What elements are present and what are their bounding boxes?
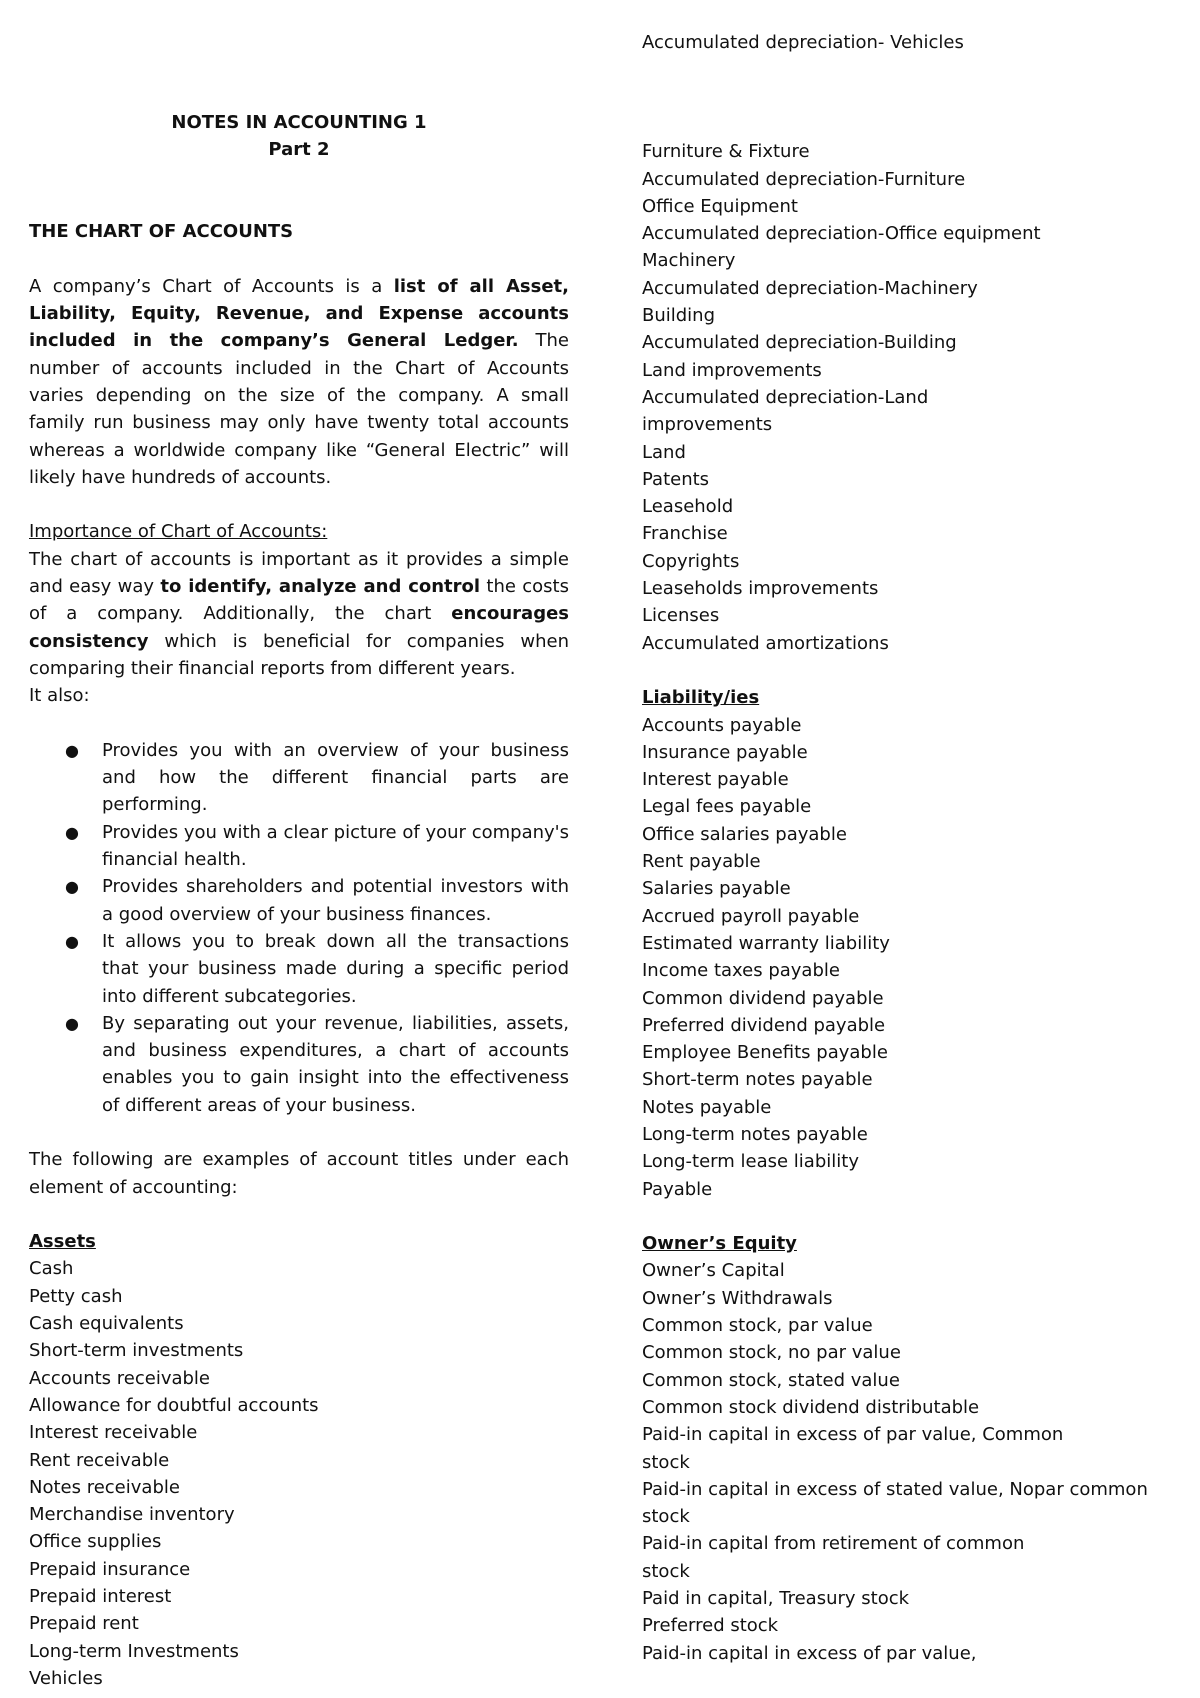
equity-list <box>642 1257 1182 1666</box>
list-item: Building <box>642 305 716 327</box>
list-item: Accumulated depreciation-Building <box>642 332 957 354</box>
intro-paragraph: A company’s Chart of Accounts is a list of all Asset, Liability, Equity, Revenue, and Expense accounts included in the company’s General Ledger. The number of accounts included in the Chart of Accounts varies depending on the size of the company. A small family run business may only have twenty total accounts whereas a worldwide company like “General Electric” will likely have hundreds of accounts. <box>29 275 569 488</box>
list-item: Office Equipment <box>642 195 798 217</box>
list-item: Prepaid interest <box>29 1586 172 1608</box>
list-item: Office salaries payable <box>642 823 847 845</box>
list-item: Short-term investments <box>29 1340 244 1362</box>
list-item: ● It allows you to break down all the transactions that your business made during a specific period into different subcategories. <box>29 928 569 1010</box>
list-item: Common stock, par value <box>642 1315 873 1337</box>
bullet-icon: ● <box>65 740 79 760</box>
list-item: Franchise <box>642 523 728 545</box>
list-item: stock <box>642 1506 690 1528</box>
list-item: Long-term notes payable <box>642 1123 868 1145</box>
list-item: ● Provides you with a clear picture of your company's financial health. <box>29 819 569 874</box>
list-item: Machinery <box>642 250 736 272</box>
list-item: Petty cash <box>29 1285 123 1307</box>
list-item: stock <box>642 1560 690 1582</box>
list-item: Employee Benefits payable <box>642 1042 888 1064</box>
list-item: Long-term Investments <box>29 1640 239 1662</box>
list-item: Preferred dividend payable <box>642 1014 886 1036</box>
list-item: Income taxes payable <box>642 960 840 982</box>
list-item: Paid-in capital in excess of par value, <box>642 1642 977 1664</box>
list-item: Accounts payable <box>642 714 802 736</box>
right-column <box>642 0 1182 1667</box>
importance-heading: Importance of Chart of Accounts: <box>29 521 328 543</box>
list-item: Licenses <box>642 605 720 627</box>
list-item: Payable <box>642 1178 713 1200</box>
list-item: Accounts receivable <box>29 1367 211 1389</box>
list-item: Paid-in capital in excess of par value, Common <box>642 1424 1064 1446</box>
section-heading: THE CHART OF ACCOUNTS <box>29 221 294 243</box>
bullet-icon: ● <box>65 822 79 842</box>
list-item: Long-term lease liability <box>642 1151 859 1173</box>
list-item: Allowance for doubtful accounts <box>29 1394 319 1416</box>
list-item: Vehicles <box>29 1667 103 1689</box>
list-item: Cash equivalents <box>29 1313 184 1335</box>
list-item: Leaseholds improvements <box>642 578 879 600</box>
list-item: improvements <box>642 414 773 436</box>
list-item: ● Provides shareholders and potential investors with a good overview of your business finances. <box>29 873 569 928</box>
list-item: Estimated warranty liability <box>642 932 890 954</box>
it-also-label: It also: <box>29 685 90 707</box>
list-item: Legal fees payable <box>642 796 812 818</box>
liabilities-heading: Liability/ies <box>642 687 760 709</box>
list-item: Rent receivable <box>29 1449 170 1471</box>
list-item: Common stock, no par value <box>642 1342 901 1364</box>
list-item: Prepaid insurance <box>29 1558 191 1580</box>
list-item: Accumulated amortizations <box>642 632 889 654</box>
list-item: Interest payable <box>642 769 789 791</box>
importance-paragraph: The chart of accounts is important as it provides a simple and easy way to identify, analyze and control the costs of a company. Additionally, the chart encourages consistency which is beneficial for companies when comparing their financial reports from different years. <box>29 548 569 679</box>
list-item: Common stock dividend distributable <box>642 1396 980 1418</box>
list-item: Rent payable <box>642 851 761 873</box>
list-item: Cash <box>29 1258 74 1280</box>
list-item: Copyrights <box>642 550 740 572</box>
list-item: Accumulated depreciation-Machinery <box>642 277 978 299</box>
list-item: Common stock, stated value <box>642 1369 900 1391</box>
list-item: Leasehold <box>642 496 734 518</box>
list-item: Paid-in capital in excess of stated value, Nopar common <box>642 1478 1148 1500</box>
list-item: Owner’s Withdrawals <box>642 1287 833 1309</box>
liabilities-list <box>642 712 1182 1203</box>
list-item: Interest receivable <box>29 1422 198 1444</box>
list-item: Merchandise inventory <box>29 1504 235 1526</box>
list-item: Insurance payable <box>642 741 808 763</box>
bullet-icon: ● <box>65 931 79 951</box>
list-item: Accumulated depreciation- Vehicles <box>642 32 964 53</box>
list-item: Accrued payroll payable <box>642 905 860 927</box>
list-item: Owner’s Capital <box>642 1260 785 1282</box>
list-item: Land improvements <box>642 359 822 381</box>
list-item: Accumulated depreciation-Furniture <box>642 168 966 190</box>
left-column <box>29 0 569 1692</box>
assets-list-continued <box>642 138 1182 657</box>
list-item: ● Provides you with an overview of your business and how the different financial parts are performing. <box>29 737 569 819</box>
list-item: Patents <box>642 468 710 490</box>
examples-intro: The following are examples of account titles under each element of accounting: <box>29 1149 569 1198</box>
list-item: ● By separating out your revenue, liabilities, assets, and business expenditures, a chart of accounts enables you to gain insight into the effectiveness of different areas of your business. <box>29 1010 569 1119</box>
list-item: Preferred stock <box>642 1615 779 1637</box>
list-item: Land <box>642 441 686 463</box>
page-title: NOTES IN ACCOUNTING 1 <box>171 112 427 133</box>
equity-heading: Owner’s Equity <box>642 1233 797 1255</box>
assets-heading: Assets <box>29 1231 96 1253</box>
list-item: Common dividend payable <box>642 987 884 1009</box>
assets-list <box>29 1255 569 1692</box>
benefits-list <box>29 737 569 1119</box>
list-item: Short-term notes payable <box>642 1069 873 1091</box>
bullet-icon: ● <box>65 877 79 897</box>
bullet-icon: ● <box>65 1013 79 1033</box>
list-item: Paid-in capital from retirement of common <box>642 1533 1025 1555</box>
page-subtitle: Part 2 <box>268 139 330 161</box>
list-item: Notes payable <box>642 1096 772 1118</box>
list-item: Salaries payable <box>642 878 791 900</box>
list-item: stock <box>642 1451 690 1473</box>
list-item: Prepaid rent <box>29 1613 139 1635</box>
list-item: Notes receivable <box>29 1476 180 1498</box>
list-item: Office supplies <box>29 1531 162 1553</box>
list-item: Accumulated depreciation-Land <box>642 386 929 408</box>
list-item: Furniture & Fixture <box>642 141 810 163</box>
list-item: Paid in capital, Treasury stock <box>642 1588 910 1610</box>
list-item: Accumulated depreciation-Office equipment <box>642 223 1041 245</box>
